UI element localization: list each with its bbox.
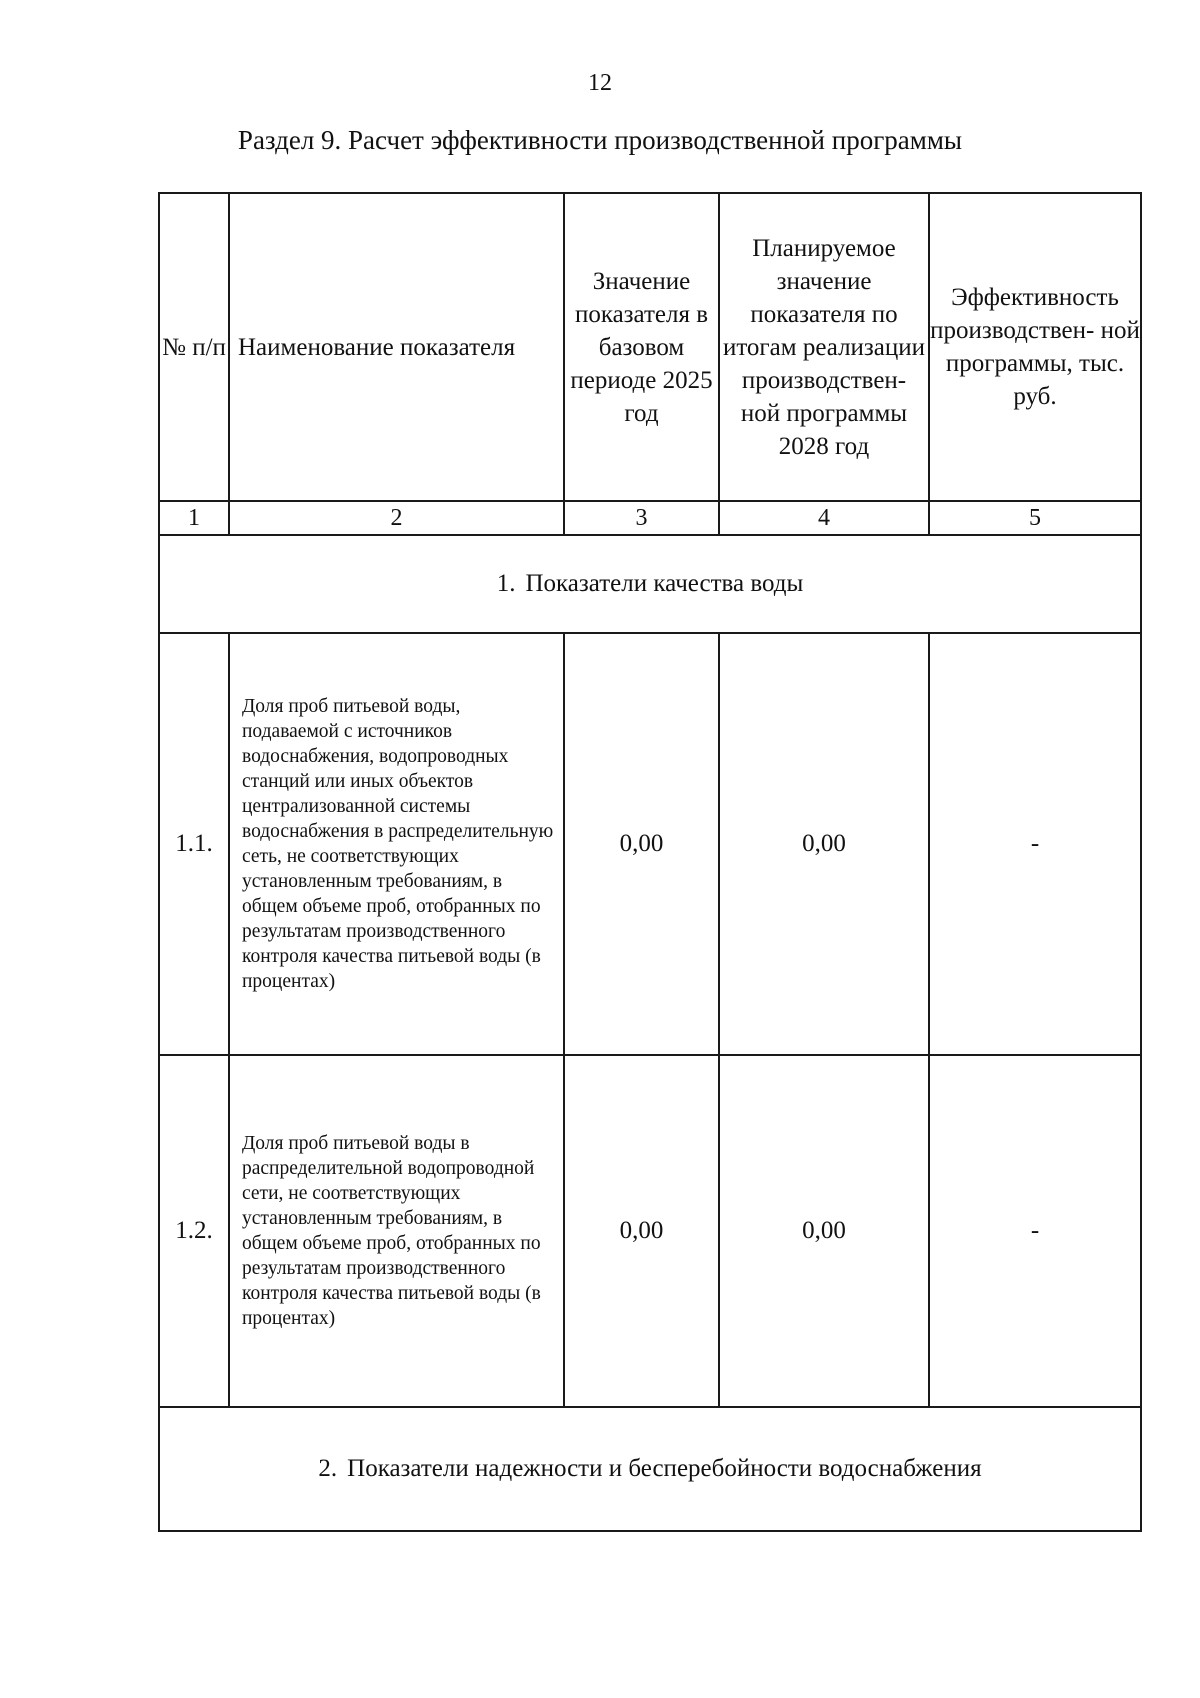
header-cell-planned-value: Планируемое значение показателя по итогам реализации производствен- ной программы 2028 год (719, 193, 929, 501)
section-row-water-quality (159, 535, 1141, 633)
column-number: 1 (159, 501, 229, 535)
row-efficiency: - (929, 633, 1141, 1055)
row-number: 1.1. (159, 633, 229, 1055)
section-number: 2. (318, 1455, 338, 1482)
header-cell-number: № п/п (159, 193, 229, 501)
column-number-row (159, 501, 1141, 535)
table-header-row (159, 193, 1141, 501)
column-number: 2 (229, 501, 564, 535)
efficiency-table (158, 192, 1142, 1532)
row-planned-value: 0,00 (719, 1055, 929, 1407)
row-indicator-name: Доля проб питьевой воды, подаваемой с источников водоснабжения, водопроводных станций или иных объектов централизованной системы водоснабжения в распределительную сеть, не соответствующих установленным требованиям, в общем объеме проб, отобранных по результатам производственного контроля качества питьевой воды (в процентах) (229, 633, 564, 1055)
row-indicator-name: Доля проб питьевой воды в распределительной водопроводной сети, не соответствующих установленным требованиям, в общем объеме проб, отобранных по результатам производственного контроля качества питьевой воды (в процентах) (229, 1055, 564, 1407)
section-row-reliability (159, 1407, 1141, 1531)
section-heading-text: Показатели надежности и бесперебойности водоснабжения (347, 1455, 982, 1482)
section-number: 1. (496, 570, 516, 597)
row-base-value: 0,00 (564, 1055, 719, 1407)
column-number: 4 (719, 501, 929, 535)
page-number: 12 (588, 70, 612, 96)
row-number: 1.2. (159, 1055, 229, 1407)
column-number: 3 (564, 501, 719, 535)
section-heading (159, 1407, 1141, 1531)
section-title: Раздел 9. Расчет эффективности производственной программы (237, 125, 963, 155)
row-planned-value: 0,00 (719, 633, 929, 1055)
column-number: 5 (929, 501, 1141, 535)
header-cell-name: Наименование показателя (229, 193, 564, 501)
table-row (159, 1055, 1141, 1407)
header-cell-base-value: Значение показателя в базовом периоде 2025 год (564, 193, 719, 501)
section-heading (159, 535, 1141, 633)
table-row (159, 633, 1141, 1055)
section-heading-text: Показатели качества воды (525, 570, 804, 597)
row-base-value: 0,00 (564, 633, 719, 1055)
header-cell-efficiency: Эффективность производствен- ной программы, тыс. руб. (929, 193, 1141, 501)
row-efficiency: - (929, 1055, 1141, 1407)
